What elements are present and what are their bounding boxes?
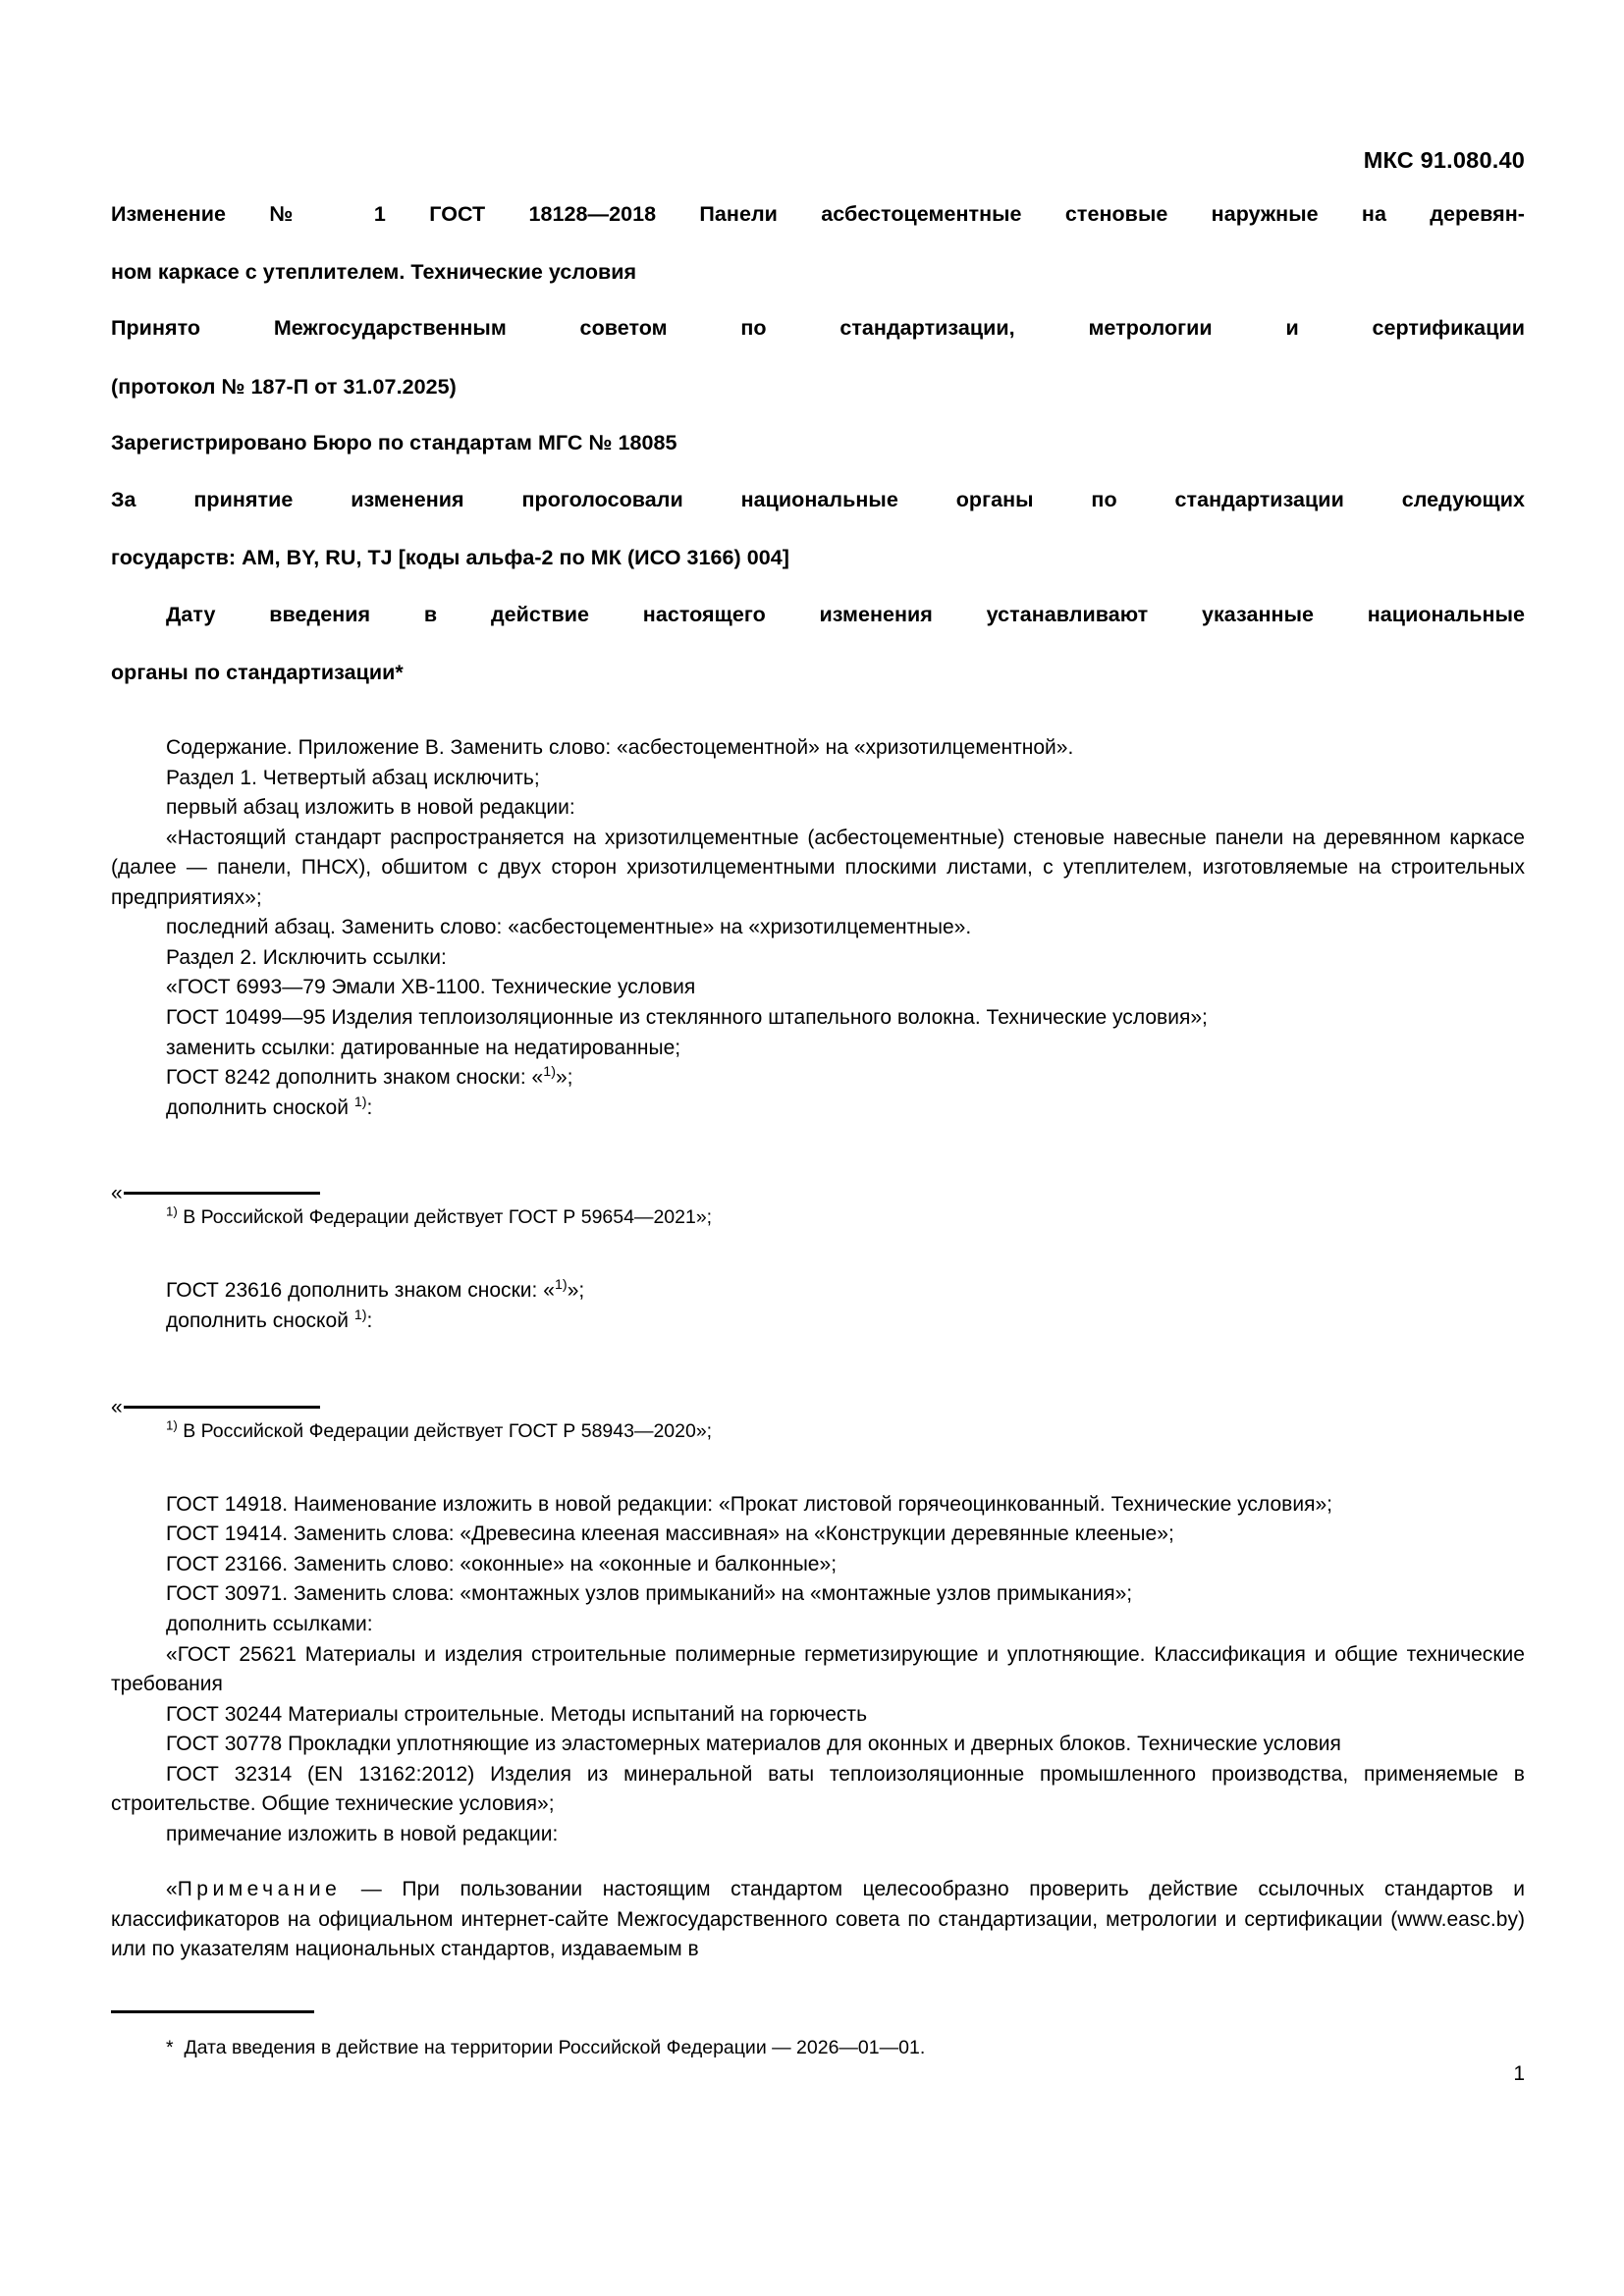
para-add-refs: дополнить ссылками: bbox=[166, 1612, 373, 1635]
footnote-marker: 1) bbox=[554, 1277, 568, 1294]
para-soderzhanie: Содержание. Приложение В. Заменить слово: «асбестоцементной» на «хризотилцементной». bbox=[166, 736, 1074, 760]
footnote-separator-rule bbox=[124, 1406, 320, 1409]
para-first-paragraph-intro: первый абзац изложить в новой редакции: bbox=[166, 796, 575, 820]
spacer bbox=[111, 1123, 1525, 1174]
heading-voting-states-line1: За принятие изменения проголосовали национальные органы по стандартизации следующих bbox=[111, 488, 1525, 512]
para-gost-23166: ГОСТ 23166. Заменить слово: «оконные» на «оконные и балконные»; bbox=[166, 1552, 838, 1575]
heading-effective-date bbox=[111, 601, 1525, 688]
open-quote-guillemet: « bbox=[111, 1182, 123, 1205]
para-add-footnote-1 bbox=[111, 1094, 1525, 1124]
para-gost-32314: ГОСТ 32314 (EN 13162:2012) Изделия из минеральной ваты теплоизоляционные промышленного производства, применяемые в строительстве. Общие технические условия»; bbox=[111, 1762, 1525, 1816]
footnote-rule-row bbox=[111, 1174, 1525, 1203]
para-gost-30778: ГОСТ 30778 Прокладки уплотняющие из эластомерных материалов для оконных и дверных блоков. Технические условия bbox=[166, 1733, 1341, 1756]
footnote-rule-row bbox=[111, 1388, 1525, 1417]
gost-23616-pre: ГОСТ 23616 дополнить знаком сноски: « bbox=[166, 1279, 555, 1303]
heading-amendment-title-line2: ном каркасе с утеплителем. Технические условия bbox=[111, 259, 637, 284]
spacer bbox=[111, 1337, 1525, 1388]
note-keyword: Примечание bbox=[177, 1878, 342, 1901]
body-text bbox=[111, 733, 1525, 1965]
footnote-1-text bbox=[111, 1203, 1525, 1231]
spacer bbox=[111, 1445, 1525, 1490]
spacer bbox=[111, 1849, 1525, 1875]
gost-8242-post: »; bbox=[555, 1066, 573, 1090]
page-number: 1 bbox=[1513, 2062, 1525, 2085]
para-note bbox=[111, 1875, 1525, 1965]
footnote-marker: 1) bbox=[166, 1203, 178, 1219]
para-gost-19414: ГОСТ 19414. Заменить слова: «Древесина клееная массивная» на «Конструкции деревянные клееные»; bbox=[166, 1522, 1174, 1546]
footnote-1-body: В Российской Федерации действует ГОСТ Р 59654—2021»; bbox=[177, 1206, 713, 1229]
page-content bbox=[111, 0, 1525, 1965]
page-footnote-body: Дата введения в действие на территории Российской Федерации — 2026—01—01. bbox=[184, 2037, 926, 2058]
para-razdel-1: Раздел 1. Четвертый абзац исключить; bbox=[166, 766, 540, 789]
para-gost-30244: ГОСТ 30244 Материалы строительные. Методы испытаний на горючесть bbox=[166, 1702, 868, 1726]
add-footnote-1-text: дополнить сноской bbox=[166, 1095, 354, 1119]
heading-registration bbox=[111, 429, 1525, 458]
para-replace-refs: заменить ссылки: датированные на недатированные; bbox=[166, 1036, 681, 1059]
heading-voting-states bbox=[111, 486, 1525, 573]
footnote-marker: 1) bbox=[166, 1417, 178, 1433]
para-gost-25621: «ГОСТ 25621 Материалы и изделия строительные полимерные герметизирующие и уплотняющие. Классификация и общие технические требования bbox=[111, 1642, 1525, 1696]
heading-adoption-line2: (протокол № 187-П от 31.07.2025) bbox=[111, 374, 457, 399]
footnote-marker: 1) bbox=[543, 1064, 556, 1081]
add-footnote-2-colon: : bbox=[366, 1308, 373, 1332]
open-quote-guillemet: « bbox=[111, 1395, 123, 1418]
heading-effective-date-line1: Дату введения в действие настоящего изменения устанавливают указанные национальные bbox=[166, 603, 1525, 627]
heading-registration-line1: Зарегистрировано Бюро по стандартам МГС № 18085 bbox=[111, 431, 677, 455]
para-gost-6993: «ГОСТ 6993—79 Эмали ХВ-1100. Технические условия bbox=[166, 976, 696, 999]
heading-amendment-title bbox=[111, 200, 1525, 288]
footnote-separator-rule bbox=[124, 1192, 320, 1195]
spacer bbox=[111, 1231, 1525, 1276]
heading-effective-date-line2: органы по стандартизации* bbox=[111, 661, 404, 685]
heading-voting-states-line2: государств: AM, BY, RU, TJ [коды альфа-2 по МК (ИСО 3166) 004] bbox=[111, 546, 790, 570]
add-footnote-2-text: дополнить сноской bbox=[166, 1308, 354, 1332]
heading-adoption-line1: Принято Межгосударственным советом по стандартизации, метрологии и сертификации bbox=[111, 316, 1525, 341]
para-add-footnote-2 bbox=[111, 1307, 1525, 1337]
para-gost-8242 bbox=[111, 1063, 1525, 1094]
heading-amendment-title-line1: Изменение № 1 ГОСТ 18128—2018 Панели асбестоцементные стеновые наружные на деревян- bbox=[111, 201, 1525, 226]
para-note-intro: примечание изложить в новой редакции: bbox=[166, 1822, 559, 1845]
footnote-marker: 1) bbox=[353, 1094, 367, 1110]
para-last-paragraph: последний абзац. Заменить слово: «асбестоцементные» на «хризотилцементные». bbox=[166, 916, 972, 939]
para-gost-30971: ГОСТ 30971. Заменить слова: «монтажных узлов примыканий» на «монтажные узлов примыкания»; bbox=[166, 1582, 1133, 1606]
page-footnote-rule bbox=[111, 2010, 314, 2013]
para-gost-23616 bbox=[111, 1276, 1525, 1307]
footnote-marker: 1) bbox=[353, 1308, 367, 1324]
page-footnote-text bbox=[111, 2035, 1525, 2061]
heading-adoption bbox=[111, 314, 1525, 401]
add-footnote-1-colon: : bbox=[366, 1095, 373, 1119]
classifier-code: МКС 91.080.40 bbox=[1363, 147, 1525, 173]
note-body: — При пользовании настоящим стандартом целесообразно проверить действие ссылочных стандартов и классификаторов на официальном интернет-сайте Межгосударственного совета по стандартизации, метрологии и сертификации (www.easc.by) или по указателям национальных стандартов, издаваемым в bbox=[111, 1878, 1525, 1961]
footnote-insert-2 bbox=[111, 1388, 1525, 1445]
note-open-quote: « bbox=[166, 1878, 178, 1901]
para-razdel-2: Раздел 2. Исключить ссылки: bbox=[166, 945, 447, 969]
footnote-2-text bbox=[111, 1417, 1525, 1445]
para-gost-14918: ГОСТ 14918. Наименование изложить в новой редакции: «Прокат листовой горячеоцинкованный. Технические условия»; bbox=[166, 1492, 1333, 1516]
para-gost-10499: ГОСТ 10499—95 Изделия теплоизоляционные из стеклянного штапельного волокна. Технические условия»; bbox=[166, 1005, 1208, 1029]
gost-23616-post: »; bbox=[567, 1279, 585, 1303]
page-footnote-marker: * bbox=[166, 2037, 174, 2058]
gost-8242-pre: ГОСТ 8242 дополнить знаком сноски: « bbox=[166, 1066, 544, 1090]
footnote-2-body: В Российской Федерации действует ГОСТ Р 58943—2020»; bbox=[177, 1419, 713, 1442]
para-new-scope-text: «Настоящий стандарт распространяется на хризотилцементные (асбестоцементные) стеновые навесные панели на деревянном каркасе (далее — панели, ПНСХ), обшитом с двух сторон хризотилцементными плоскими листами, с утеплителем, изготовляемые на строительных предприятиях»; bbox=[111, 826, 1525, 909]
footnote-insert-1 bbox=[111, 1174, 1525, 1231]
page-footnote bbox=[111, 2010, 1525, 2061]
